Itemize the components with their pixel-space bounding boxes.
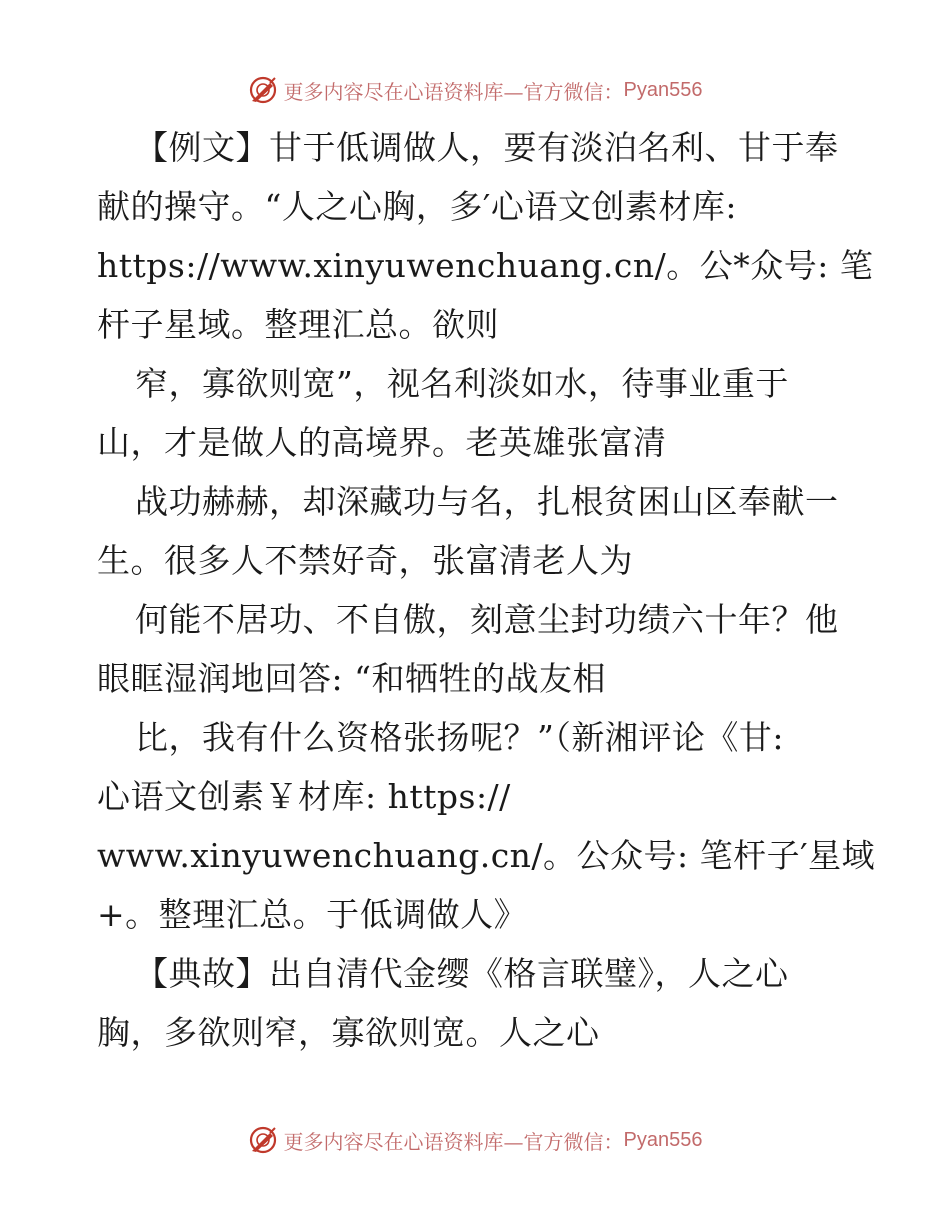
text-line: 【典故】出自清代金缨《格言联璧》，人之心 [135,954,789,993]
text-line: 山，才是做人的高境界。老英雄张富清 [97,423,667,462]
banner-wechat-id: Pyan556 [623,78,703,101]
text-line: 战功赫赫，却深藏功与名，扎根贫困山区奉献一 [135,482,839,521]
text-line: 眼眶湿润地回答: “和牺牲的战友相 [97,659,606,698]
text-line: 杆子星域。整理汇总。欲则 [97,305,499,344]
banner-text: 更多内容尽在心语资料库—官方微信： [283,1129,624,1154]
text-line: +。整理汇总。于低调做人》 [97,895,528,934]
document-body [97,118,877,1062]
text-line: 生。很多人不禁好奇，张富清老人为 [97,541,633,580]
text-line: 胸，多欲则窄，寡欲则宽。人之心 [97,1013,600,1052]
text-line: https://www.xinyuwenchuang.cn/。公*众号: 笔 [97,246,874,285]
text-line: 献的操守。“人之心胸，多′心语文创素材库: [97,187,737,226]
banner-text: 更多内容尽在心语资料库—官方微信： [283,79,624,104]
text-line: 心语文创素￥材库: https:// [97,777,511,816]
quill-logo-icon [248,1125,278,1155]
text-line: 窄，寡欲则宽”，视名利淡如水，待事业重于 [135,364,789,403]
text-line: 比，我有什么资格张扬呢？”（新湘评论《甘: [135,718,784,757]
quill-logo-icon [248,75,278,105]
footer-watermark-banner [0,1120,950,1160]
text-line: 【例文】甘于低调做人，要有淡泊名利、甘于奉 [135,128,839,167]
text-line: 何能不居功、不自傲，刻意尘封功绩六十年？他 [135,600,839,639]
banner-wechat-id: Pyan556 [623,1128,703,1151]
header-watermark-banner [0,70,950,110]
text-line: www.xinyuwenchuang.cn/。公众号: 笔杆子′星域 [97,836,876,875]
